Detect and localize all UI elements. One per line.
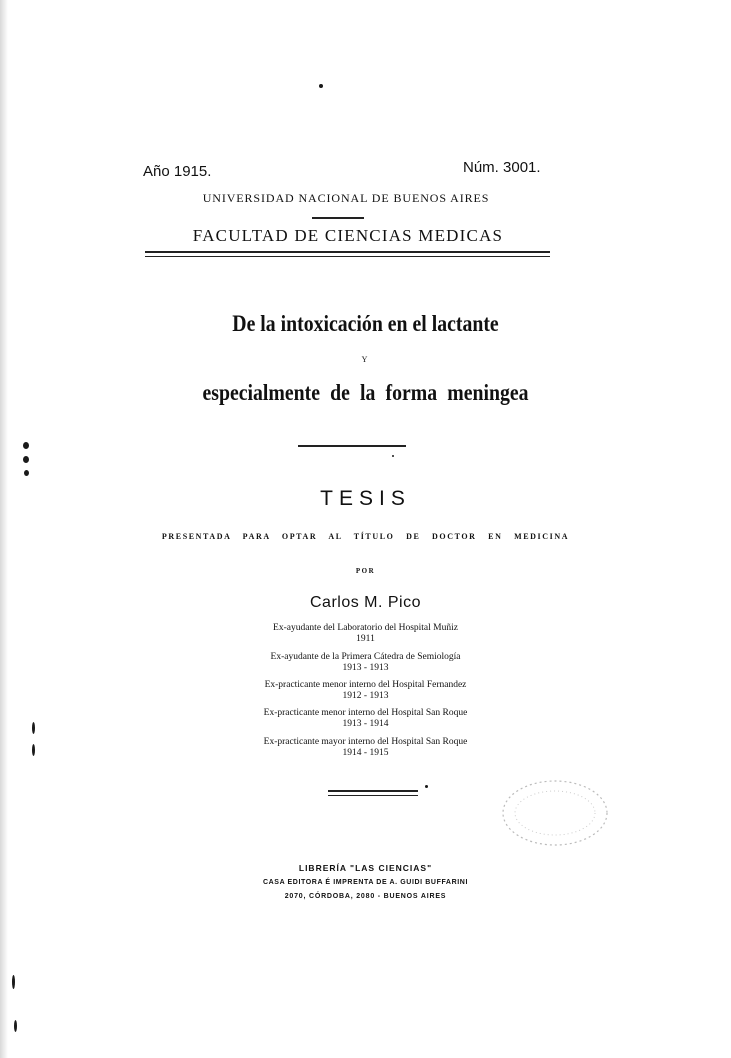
publication-number: Núm. 3001.: [463, 159, 541, 176]
thesis-label: TESIS: [320, 487, 411, 510]
scan-speck: [14, 1020, 17, 1032]
publisher-house: CASA EDITORA É IMPRENTA DE A. GUIDI BUFFARINI: [263, 879, 468, 886]
scan-speck: [392, 455, 394, 457]
scan-speck: [425, 785, 428, 788]
credential-role: Ex-ayudante del Laboratorio del Hospital Muñiz: [273, 623, 458, 633]
university-name: UNIVERSIDAD NACIONAL DE BUENOS AIRES: [202, 191, 490, 205]
credential-item: [0, 680, 731, 702]
scan-speck: [24, 470, 29, 476]
scan-speck: [23, 442, 29, 449]
title-conjunction: Y: [361, 355, 370, 364]
publisher-name: LIBRERÍA "LAS CIENCIAS": [298, 863, 433, 873]
author-name: Carlos M. Pico: [309, 594, 422, 611]
credentials-divider-top: [328, 790, 418, 792]
credential-item: [0, 623, 731, 645]
title-line-2: especialmente de la forma meningea: [202, 380, 529, 405]
faculty-rule-top: [145, 251, 550, 253]
scan-speck: [12, 975, 15, 989]
credential-role: Ex-practicante mayor interno del Hospital San Roque: [263, 737, 468, 747]
thesis-presented-line: PRESENTADA PARA OPTAR AL TÍTULO DE DOCTOR EN MEDICINA: [161, 532, 570, 541]
faculty-rule-bottom: [145, 256, 550, 257]
thesis-by-label: POR: [355, 567, 376, 575]
university-divider: [312, 217, 364, 219]
scan-speck: [319, 84, 323, 88]
title-line-1: De la intoxicación en el lactante: [232, 311, 499, 336]
credential-years: 1913 - 1913: [342, 663, 389, 673]
credential-item: [0, 652, 731, 674]
credential-years: 1912 - 1913: [342, 691, 389, 701]
publisher-address: 2070, CÓRDOBA, 2080 - BUENOS AIRES: [284, 893, 447, 900]
credentials-divider-bottom: [328, 795, 418, 796]
credential-role: Ex-practicante menor interno del Hospital Fernandez: [264, 680, 467, 690]
scan-speck: [32, 722, 35, 734]
publication-year: Año 1915.: [143, 163, 212, 180]
credential-role: Ex-ayudante de la Primera Cátedra de Semiología: [270, 652, 461, 662]
faculty-name: FACULTAD DE CIENCIAS MEDICAS: [192, 226, 504, 245]
credential-item: [0, 708, 731, 730]
scan-speck: [23, 456, 29, 463]
title-divider: [298, 445, 406, 447]
credential-years: 1911: [356, 634, 375, 644]
credential-years: 1914 - 1915: [342, 748, 389, 758]
credential-item: [0, 737, 731, 759]
credential-role: Ex-practicante menor interno del Hospital San Roque: [263, 708, 468, 718]
credential-years: 1913 - 1914: [342, 719, 389, 729]
library-stamp-icon: [500, 778, 610, 848]
scan-speck: [32, 744, 35, 756]
